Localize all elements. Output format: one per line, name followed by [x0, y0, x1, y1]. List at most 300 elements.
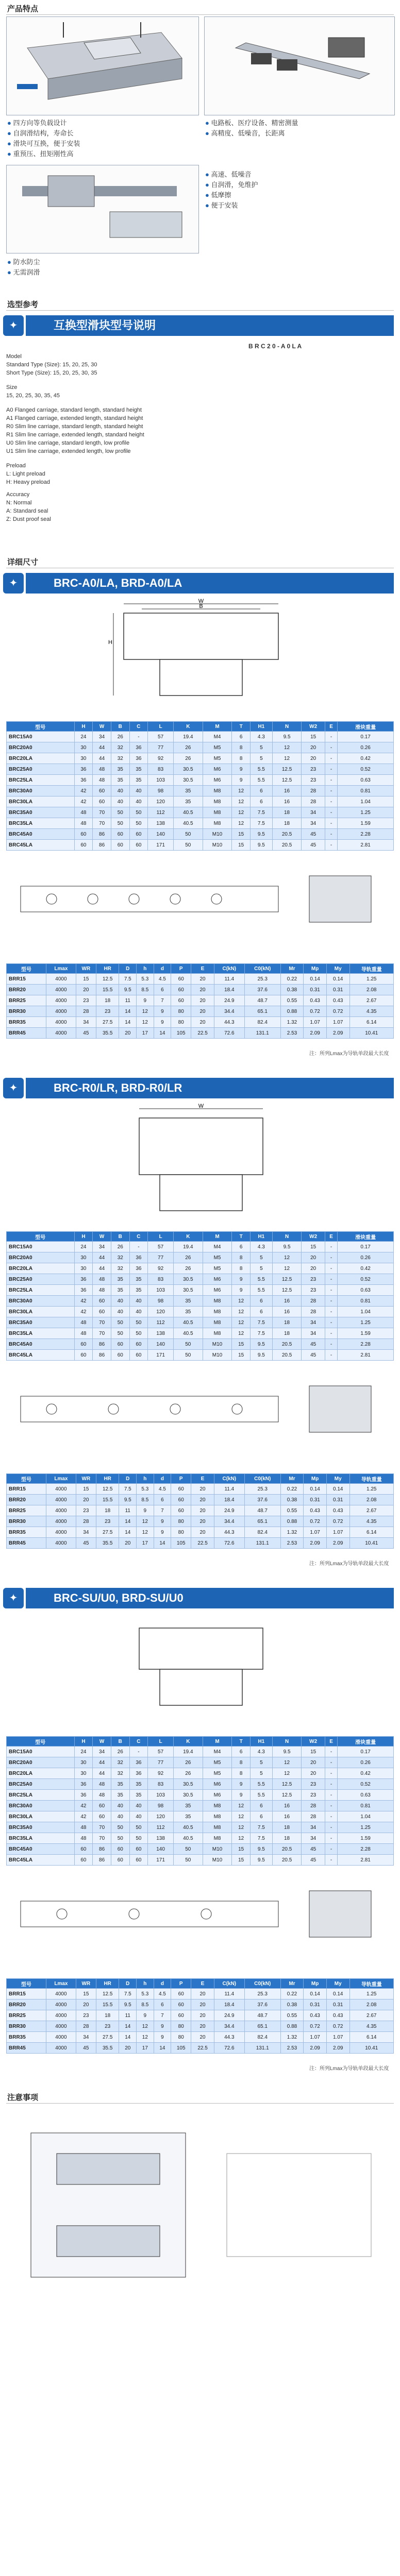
features-bottom-list	[7, 258, 198, 278]
table-cell: -	[325, 840, 337, 851]
table-cell: 4.5	[154, 1989, 171, 1999]
table-cell: 35.5	[96, 1028, 119, 1039]
table-cell: 8	[232, 1757, 251, 1768]
table-cell: 5.5	[251, 1274, 273, 1285]
table-cell: 15.5	[96, 985, 119, 995]
table-cell: 12	[137, 1006, 154, 1017]
table-cell: 9	[154, 2032, 171, 2043]
table-cell: 40.5	[173, 807, 203, 818]
table-cell: -	[325, 786, 337, 796]
table-cell: 50	[173, 829, 203, 840]
table-cell: 20	[191, 974, 214, 985]
table-row	[7, 1296, 394, 1307]
features-right-list	[205, 118, 391, 139]
table-cell: 70	[93, 1822, 111, 1833]
table-cell: BRC45A0	[7, 1844, 75, 1855]
table-cell: 35	[173, 1811, 203, 1822]
table-cell: 60	[74, 1844, 93, 1855]
table-cell: 98	[148, 1801, 174, 1811]
table-cell: 19.4	[173, 1242, 203, 1252]
table-header-cell: My	[326, 1979, 349, 1989]
table-header-cell: L	[148, 722, 174, 732]
table-cell: 34	[302, 807, 325, 818]
table-cell: 9	[232, 1790, 251, 1801]
table-cell: 16	[272, 1307, 302, 1317]
table-cell: 20	[119, 2043, 137, 2054]
table-cell: 4000	[46, 1527, 76, 1538]
table-cell: M5	[203, 1757, 232, 1768]
table-cell: 0.14	[326, 974, 349, 985]
table-cell: 112	[148, 807, 174, 818]
table-cell: 45	[76, 1538, 96, 1549]
table-cell: 42	[74, 1801, 93, 1811]
table-cell: 0.26	[338, 1252, 394, 1263]
table-cell: -	[325, 1285, 337, 1296]
slim-carriage-drawing	[103, 1103, 299, 1226]
table-cell: 60	[129, 1339, 148, 1350]
table-row	[7, 1747, 394, 1757]
table-cell: 48.7	[244, 1505, 280, 1516]
table-row	[7, 985, 394, 995]
table-row	[7, 1028, 394, 1039]
table-cell: 23	[302, 764, 325, 775]
table-cell: 18	[96, 1505, 119, 1516]
table-cell: 12	[232, 807, 251, 818]
table-cell: 11.4	[214, 1989, 244, 1999]
table-cell: 20	[119, 1028, 137, 1039]
table-cell: 15	[302, 1747, 325, 1757]
table-cell: 15	[232, 1350, 251, 1361]
table-header-cell: B	[111, 1737, 129, 1747]
table-cell: 112	[148, 1822, 174, 1833]
table-cell: 2.09	[304, 1028, 327, 1039]
table-cell: 4.5	[154, 1484, 171, 1495]
table-cell: 0.14	[326, 1989, 349, 1999]
table-cell: 30.5	[173, 1779, 203, 1790]
table-cell: 48	[93, 1285, 111, 1296]
table-cell: M5	[203, 1768, 232, 1779]
table-cell: 60	[171, 985, 191, 995]
table-cell: 9	[137, 1505, 154, 1516]
table-cell: 57	[148, 1747, 174, 1757]
table-cell: 50	[111, 818, 129, 829]
table-cell: 34	[302, 1822, 325, 1833]
table-cell: 7	[154, 995, 171, 1006]
table-cell: BRC20A0	[7, 1252, 75, 1263]
table-cell: 0.88	[280, 2021, 304, 2032]
table-header-cell: h	[137, 1474, 154, 1484]
table-cell: 18	[272, 1822, 302, 1833]
table-cell: BRC35LA	[7, 1328, 75, 1339]
table-cell: 12	[137, 1017, 154, 1028]
table-cell: 15	[232, 1339, 251, 1350]
table-header-cell: L	[148, 1737, 174, 1747]
table-cell: 20	[76, 1999, 96, 2010]
table-cell: 14	[154, 1538, 171, 1549]
table-cell: M6	[203, 1285, 232, 1296]
table-cell: 34	[302, 1317, 325, 1328]
table-cell: 15	[232, 829, 251, 840]
table-cell: 120	[148, 1307, 174, 1317]
table-cell: 112	[148, 1317, 174, 1328]
table-cell: M8	[203, 1822, 232, 1833]
table-cell: 35	[111, 775, 129, 786]
table-cell: BRC20A0	[7, 742, 75, 753]
table-header-cell: D	[119, 1474, 137, 1484]
table-header-cell: K	[173, 1232, 203, 1242]
table-cell: 6.14	[349, 1527, 393, 1538]
table-cell: 70	[93, 1833, 111, 1844]
table-cell: 11	[119, 1505, 137, 1516]
table-cell: 48	[74, 1833, 93, 1844]
table-cell: 20	[76, 985, 96, 995]
table-header-cell: 滑块重量	[338, 1737, 394, 1747]
table-cell: 1.25	[349, 1989, 393, 1999]
table-cell: 25.3	[244, 1989, 280, 1999]
table-cell: 50	[129, 1317, 148, 1328]
table-cell: 80	[171, 1017, 191, 1028]
table-cell: 92	[148, 1768, 174, 1779]
table-cell: 40.5	[173, 1822, 203, 1833]
table-cell: 11	[119, 995, 137, 1006]
table-note: 注：所列Lmax为导轨单段最大长度	[309, 2066, 389, 2072]
table-cell: 9.5	[119, 1999, 137, 2010]
table-cell: 0.81	[338, 1801, 394, 1811]
table-cell: 80	[171, 1006, 191, 1017]
model-code: B R C 2 0 - A 0 L A	[248, 343, 302, 350]
table-cell: 50	[129, 1328, 148, 1339]
rail-spec-table-c	[6, 1978, 394, 2054]
table-header-cell: H	[74, 1232, 93, 1242]
table-cell: 34	[93, 732, 111, 742]
table-cell: 30.5	[173, 764, 203, 775]
table-cell: 44.3	[214, 1527, 244, 1538]
table-row	[7, 742, 394, 753]
table-cell: 2.09	[326, 1538, 349, 1549]
table-cell: 138	[148, 1833, 174, 1844]
table-cell: -	[325, 829, 337, 840]
table-header-cell: Mr	[280, 1474, 304, 1484]
table-cell: 60	[111, 1350, 129, 1361]
model-line: N: Normal	[6, 500, 32, 506]
table-cell: M4	[203, 1242, 232, 1252]
table-cell: -	[325, 1307, 337, 1317]
table-header-cell: K	[173, 722, 203, 732]
table-cell: 28	[302, 1307, 325, 1317]
table-cell: 50	[129, 1822, 148, 1833]
table-cell: 20.5	[272, 840, 302, 851]
model-line: U1 Slim line carriage, extended length, low profile	[6, 448, 131, 454]
table-cell: 42	[74, 1296, 93, 1307]
feature-item: ● 高精度、低噪音，长距离	[205, 129, 391, 138]
table-cell: BRC20A0	[7, 1757, 75, 1768]
table-cell: 15	[232, 1844, 251, 1855]
table-cell: 12	[272, 1757, 302, 1768]
table-cell: 30.5	[173, 1285, 203, 1296]
table-cell: BRR30	[7, 2021, 46, 2032]
table-cell: 26	[173, 1263, 203, 1274]
table-cell: 34	[76, 1527, 96, 1538]
table-cell: 15	[302, 732, 325, 742]
table-cell: M5	[203, 742, 232, 753]
table-cell: 0.55	[280, 2010, 304, 2021]
table-cell: M10	[203, 1855, 232, 1866]
table-cell: 0.63	[338, 1285, 394, 1296]
table-cell: 9.5	[119, 985, 137, 995]
table-row	[7, 1757, 394, 1768]
table-cell: 15	[76, 974, 96, 985]
table-cell: 20	[191, 1989, 214, 1999]
table-cell: 36	[74, 1285, 93, 1296]
table-cell: M6	[203, 775, 232, 786]
table-cell: 36	[129, 1252, 148, 1263]
table-cell: 171	[148, 1350, 174, 1361]
table-cell: 0.43	[326, 1505, 349, 1516]
table-row	[7, 807, 394, 818]
table-header-cell: C(kN)	[214, 1474, 244, 1484]
table-cell: 60	[129, 840, 148, 851]
table-cell: 0.26	[338, 1757, 394, 1768]
table-cell: -	[325, 1801, 337, 1811]
model-line: U0 Slim line carriage, standard length, low profile	[6, 440, 130, 446]
table-cell: 60	[93, 786, 111, 796]
table-cell: 2.81	[338, 1350, 394, 1361]
table-cell: 0.31	[326, 1999, 349, 2010]
table-cell: 0.31	[304, 985, 327, 995]
table-cell: 20	[191, 985, 214, 995]
table-cell: 7.5	[119, 1484, 137, 1495]
table-cell: 30	[74, 1263, 93, 1274]
table-cell: 35.5	[96, 1538, 119, 1549]
table-header-cell: HR	[96, 1979, 119, 1989]
table-cell: 9.5	[251, 1844, 273, 1855]
model-line: Preload	[6, 463, 26, 469]
table-cell: 2.67	[349, 2010, 393, 2021]
table-cell: 4000	[46, 1017, 76, 1028]
table-cell: 22.5	[191, 1538, 214, 1549]
table-cell: 1.07	[326, 1017, 349, 1028]
table-row	[7, 1833, 394, 1844]
table-cell: M8	[203, 818, 232, 829]
table-cell: 35	[111, 1790, 129, 1801]
table-cell: 15	[232, 1855, 251, 1866]
table-cell: 34	[302, 1328, 325, 1339]
table-header-cell: Mp	[304, 1474, 327, 1484]
table-cell: 12.5	[272, 1285, 302, 1296]
table-row	[7, 840, 394, 851]
table-cell: 82.4	[244, 2032, 280, 2043]
table-cell: 0.72	[326, 2021, 349, 2032]
table-cell: 5.5	[251, 1790, 273, 1801]
table-cell: 22.5	[191, 1028, 214, 1039]
table-row	[7, 1274, 394, 1285]
table-cell: 4000	[46, 985, 76, 995]
table-cell: 48	[93, 1779, 111, 1790]
table-cell: 9.5	[251, 1339, 273, 1350]
table-header-cell: H	[74, 722, 93, 732]
table-cell: 11.4	[214, 1484, 244, 1495]
table-cell: 0.81	[338, 1296, 394, 1307]
table-cell: 23	[302, 1790, 325, 1801]
table-cell: 0.72	[304, 1006, 327, 1017]
table-cell: 4000	[46, 1538, 76, 1549]
table-cell: 48	[93, 1790, 111, 1801]
table-cell: 0.31	[304, 1495, 327, 1505]
table-cell: 2.81	[338, 1855, 394, 1866]
table-cell: 86	[93, 1844, 111, 1855]
table-cell: 86	[93, 829, 111, 840]
table-cell: 20	[302, 1768, 325, 1779]
table-cell: BRC30A0	[7, 786, 75, 796]
features-title: 产品特点	[7, 5, 39, 13]
table-cell: 9	[154, 1017, 171, 1028]
table-row	[7, 2010, 394, 2021]
table-cell: BRR30	[7, 1516, 46, 1527]
table-cell: 12.5	[272, 764, 302, 775]
table-cell: 70	[93, 1328, 111, 1339]
table-cell: 35	[173, 1307, 203, 1317]
table-cell: BRR45	[7, 1538, 46, 1549]
table-cell: 18	[272, 1328, 302, 1339]
table-row	[7, 1505, 394, 1516]
table-cell: 4.35	[349, 1516, 393, 1527]
table-header-cell: 型号	[7, 722, 75, 732]
table-cell: 83	[148, 1274, 174, 1285]
table-cell: -	[325, 753, 337, 764]
table-cell: BRC25LA	[7, 775, 75, 786]
model-ref-heading	[6, 299, 394, 311]
table-cell: 10.41	[349, 1538, 393, 1549]
table-cell: 40.5	[173, 1833, 203, 1844]
table-cell: 14	[119, 1017, 137, 1028]
table-cell: 40	[111, 1307, 129, 1317]
carriage-spec-table-c	[6, 1736, 394, 1866]
model-banner: 互换型滑块型号说明	[26, 315, 394, 336]
table-cell: 2.28	[338, 829, 394, 840]
table-cell: 6	[232, 1242, 251, 1252]
table-cell: 11.4	[214, 974, 244, 985]
table-cell: 60	[74, 1855, 93, 1866]
table-cell: BRC15A0	[7, 1242, 75, 1252]
table-cell: 30.5	[173, 775, 203, 786]
table-row	[7, 1285, 394, 1296]
table-cell: 9	[154, 1516, 171, 1527]
features-heading	[6, 3, 394, 15]
table-cell: 131.1	[244, 1028, 280, 1039]
table-header-cell: C	[129, 1232, 148, 1242]
table-cell: 1.07	[304, 2032, 327, 2043]
table-cell: -	[325, 1263, 337, 1274]
table-cell: 60	[93, 1801, 111, 1811]
table-cell: 0.14	[326, 1484, 349, 1495]
table-cell: 70	[93, 1317, 111, 1328]
table-cell: 0.22	[280, 1484, 304, 1495]
table-cell: 60	[171, 1989, 191, 1999]
table-cell: 18.4	[214, 1999, 244, 2010]
table-cell: 12	[272, 742, 302, 753]
table-cell: 2.08	[349, 1495, 393, 1505]
table-cell: 6.14	[349, 1017, 393, 1028]
table-cell: 35	[111, 764, 129, 775]
table-row	[7, 974, 394, 985]
table-cell: 0.38	[280, 1495, 304, 1505]
table-cell: 77	[148, 1757, 174, 1768]
table-cell: 24.9	[214, 995, 244, 1006]
table-header-cell: My	[326, 964, 349, 974]
table-cell: 11	[119, 2010, 137, 2021]
table-cell: 4000	[46, 1484, 76, 1495]
table-cell: 6	[251, 1307, 273, 1317]
table-cell: 60	[74, 829, 93, 840]
feature-item: ● 高速、低噪音	[205, 170, 391, 179]
table-cell: 6	[251, 786, 273, 796]
table-cell: 36	[129, 1768, 148, 1779]
table-cell: 4000	[46, 974, 76, 985]
table-cell: 19.4	[173, 732, 203, 742]
table-cell: 6	[251, 1811, 273, 1822]
table-cell: M6	[203, 1274, 232, 1285]
table-cell: 8	[232, 1263, 251, 1274]
table-header-cell: C	[129, 722, 148, 732]
table-cell: 48	[74, 1328, 93, 1339]
table-header-cell: 型号	[7, 1737, 75, 1747]
table-cell: 2.08	[349, 1999, 393, 2010]
table-cell: 23	[302, 1274, 325, 1285]
table-cell: 12	[232, 1833, 251, 1844]
table-cell: 15.5	[96, 1495, 119, 1505]
table-cell: -	[129, 732, 148, 742]
table-cell: 12	[232, 786, 251, 796]
table-cell: 40	[111, 1801, 129, 1811]
table-header-cell: d	[154, 964, 171, 974]
table-cell: 40	[111, 1811, 129, 1822]
table-cell: 60	[129, 829, 148, 840]
table-cell: 40.5	[173, 818, 203, 829]
table-row	[7, 1516, 394, 1527]
table-cell: 35	[129, 1779, 148, 1790]
table-cell: -	[325, 764, 337, 775]
table-cell: 103	[148, 1285, 174, 1296]
table-cell: 4000	[46, 1989, 76, 1999]
table-cell: 83	[148, 1779, 174, 1790]
table-row	[7, 1538, 394, 1549]
table-header-cell: My	[326, 1474, 349, 1484]
table-cell: BRR30	[7, 1006, 46, 1017]
table-header-cell: N	[272, 722, 302, 732]
table-cell: 26	[173, 742, 203, 753]
table-cell: 20	[191, 1484, 214, 1495]
table-header-cell: H1	[251, 1737, 273, 1747]
table-cell: BRR25	[7, 2010, 46, 2021]
table-row	[7, 1339, 394, 1350]
table-cell: 77	[148, 1252, 174, 1263]
model-line: Size	[6, 384, 18, 391]
table-header-cell: 型号	[7, 1979, 46, 1989]
table-cell: M8	[203, 807, 232, 818]
table-cell: 20	[302, 1252, 325, 1263]
table-header-cell: W	[93, 722, 111, 732]
table-cell: 45	[302, 829, 325, 840]
table-cell: 35	[111, 1285, 129, 1296]
table-cell: BRC35LA	[7, 1833, 75, 1844]
table-cell: M8	[203, 786, 232, 796]
table-cell: 14	[119, 2021, 137, 2032]
table-row	[7, 1484, 394, 1495]
table-cell: M5	[203, 753, 232, 764]
table-header-cell: N	[272, 1737, 302, 1747]
table-cell: 1.25	[338, 807, 394, 818]
table-cell: 0.43	[326, 2010, 349, 2021]
